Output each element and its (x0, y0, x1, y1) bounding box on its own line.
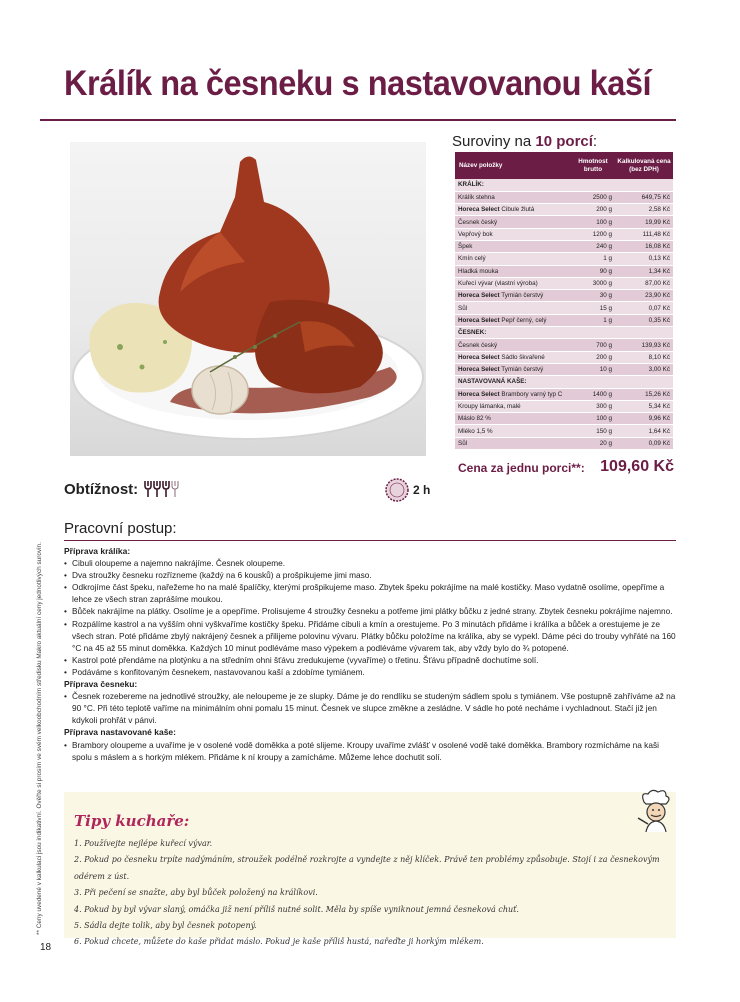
ingredient-qty: 10 g (571, 363, 615, 375)
ingredient-name-text: Tymián čerstvý (501, 366, 544, 374)
ingredient-qty: 3000 g (571, 277, 615, 289)
ingredient-qty: 20 g (571, 437, 615, 449)
procedure-section-title: Příprava králíka: (64, 546, 131, 556)
ingredient-brand: Horeca Select (458, 390, 500, 398)
ingredient-qty: 300 g (571, 400, 615, 412)
fork-icon (171, 480, 179, 498)
ingredients-table (455, 152, 673, 450)
ingredient-brand: Horeca Select (458, 366, 500, 374)
recipe-title: Králík na česneku s nastavovanou kaší (64, 64, 652, 103)
column-header-qty: Hmotnost brutto (571, 152, 615, 179)
ingredient-name-text: Sůl (458, 304, 468, 312)
ingredient-name (455, 351, 571, 363)
ingredient-row (455, 425, 673, 437)
fork-icon (153, 480, 161, 498)
cooking-time-value: 2 h (413, 483, 431, 497)
ingredient-section-title: KRÁLÍK: (455, 179, 673, 191)
ingredient-qty: 90 g (571, 265, 615, 277)
procedure-step: • Odkrojíme část špeku, nařežeme ho na malé špalíčky, kterými prošpikujeme maso. Zbytek špeku pokrájíme na malé kostičky. Maso vydatně osolíme, opepříme a lehce ze všech stran zaprášíme moukou. (64, 581, 678, 605)
title-divider (40, 119, 676, 121)
ingredient-row (455, 437, 673, 449)
ingredient-row (455, 351, 673, 363)
procedure-step: • Brambory oloupeme a uvaříme je v osolené vodě doměkka a poté slijeme. Kroupy uvaříme zvlášť v osolené vodě také doměkka. Brambory rozmícháme na kaši spolu s máslem a s horkým mlékem. Přidáme k ní kroupy a zamícháme. Můžeme lehce dochutit solí. (64, 739, 678, 763)
procedure-step: • Česnek rozebereme na jednotlivé stroužky, ale neloupeme je ze slupky. Dáme je do rendlíku se studeným sádlem spolu s tymiánem. Vše postupně zahříváme až na 90 °C. Při této teplotě vaříme na minimálním ohni pomalu 15 minut. Česnek ve slupce změkne a zesládne. V sádle ho poté necháme i vychladnout. Stačí již jen kdykoli prohřát v pánvi. (64, 690, 678, 726)
procedure-steps (64, 557, 678, 678)
procedure-step: • Cibuli oloupeme a najemno nakrájíme. Česnek oloupeme. (64, 557, 678, 569)
ingredient-qty: 700 g (571, 339, 615, 351)
clock-icon (385, 478, 409, 502)
cooking-time (385, 478, 430, 502)
ingredient-row (455, 413, 673, 425)
tip-item: 2. Pokud po česneku trpíte nadýmáním, stroužek podélně rozkrojte a vyndejte z něj klíček. Právě ten problémy způsobuje. Stojí i za česnekovým odérem z úst. (74, 855, 660, 881)
procedure-section-title: Příprava česneku: (64, 679, 138, 690)
ingredients-body (455, 179, 673, 450)
ingredient-section-title: NASTAVOVANÁ KAŠE: (455, 376, 673, 388)
ingredient-name (455, 425, 571, 437)
ingredient-name-text: Mléko 1,5 % (458, 427, 493, 435)
ingredient-name-text: Kmín celý (458, 255, 486, 263)
ingredient-price: 5,34 Kč (615, 400, 673, 412)
ingredient-name (455, 400, 571, 412)
ingredient-name-text: Tymián čerstvý (501, 292, 544, 300)
ingredients-header-row (455, 152, 673, 179)
ingredient-qty: 150 g (571, 425, 615, 437)
ingredient-name-text: Cibule žlutá (501, 206, 535, 214)
column-header-price: Kalkulovaná cena (bez DPH) (615, 152, 673, 179)
ingredient-brand: Horeca Select (458, 316, 500, 324)
ingredient-row (455, 302, 673, 314)
ingredient-name (455, 228, 571, 240)
ingredient-name-text: Králík stehna (458, 193, 495, 201)
ingredients-heading (452, 133, 597, 150)
ingredient-name-text: Vepřový bok (458, 230, 493, 238)
ingredient-name (455, 363, 571, 375)
ingredient-brand: Horeca Select (458, 353, 500, 361)
ingredient-name (455, 265, 571, 277)
ingredient-section-row (455, 327, 673, 339)
tip-item: 4. Pokud by byl vývar slaný, omáčka již není příliš nutné solit. Měla by spíše vyniknout jemná česneková chuť. (74, 904, 519, 914)
ingredient-price: 23,90 Kč (615, 290, 673, 302)
ingredient-qty: 2500 g (571, 191, 615, 203)
ingredient-name (455, 216, 571, 228)
ingredient-name (455, 314, 571, 326)
ingredient-price: 8,10 Kč (615, 351, 673, 363)
portion-price-value: 109,60 Kč (600, 458, 674, 475)
ingredient-qty: 1400 g (571, 388, 615, 400)
ingredient-row (455, 314, 673, 326)
ingredient-brand: Horeca Select (458, 206, 500, 214)
ingredient-price: 16,08 Kč (615, 240, 673, 252)
price-disclaimer: ** Ceny uvedené v kalkulaci jsou indikativní. Ověřte si prosím ve svém velkoobchodním středisku Makro aktuální ceny jednotlivých surovin. (36, 542, 43, 935)
ingredient-name (455, 339, 571, 351)
ingredient-name-text: Sádlo škvařené (501, 353, 545, 361)
column-header-name: Název položky (455, 152, 571, 179)
ingredient-name-text: Česnek český (458, 341, 498, 349)
ingredient-brand: Horeca Select (458, 292, 500, 300)
ingredient-name (455, 204, 571, 216)
tips-title: Tipy kuchaře: (74, 812, 190, 830)
fork-icon (144, 480, 152, 498)
ingredient-price: 1,34 Kč (615, 265, 673, 277)
ingredient-row (455, 240, 673, 252)
tips-list (74, 836, 676, 951)
chef-icon (634, 788, 676, 834)
difficulty-label: Obtížnost: (64, 480, 139, 498)
procedure-divider (64, 540, 676, 541)
ingredient-name (455, 413, 571, 425)
procedure-heading: Pracovní postup: (64, 520, 177, 537)
procedure-section-title: Příprava nastavované kaše: (64, 727, 176, 738)
ingredient-row (455, 216, 673, 228)
ingredient-name-text: Hladká mouka (458, 267, 499, 275)
ingredient-row (455, 400, 673, 412)
ingredient-qty: 100 g (571, 413, 615, 425)
ingredient-row (455, 339, 673, 351)
ingredient-price: 9,96 Kč (615, 413, 673, 425)
procedure-step: • Rozpálíme kastrol a na vyšším ohni vyškvaříme kostičky špeku. Přidáme cibuli a kmín a orestujeme. Po 3 minutách přidáme i králíka a bůček a orestujeme je ze všech stran. Poté přidáme zbylý nakrájený česnek a přilijeme polovinu vývaru. Plátky bůčku položíme na králíka, aby se vypekl. Dáme péci do trouby vyhřáté na 160 °C na 45 až 55 minut doměkka. Každých 10 minut podléváme maso výpekem a podléváme vývarem tak, aby vždy bylo do ¾ potopené. (64, 618, 678, 654)
ingredient-qty: 200 g (571, 204, 615, 216)
dish-photo (70, 142, 426, 456)
ingredient-price: 15,26 Kč (615, 388, 673, 400)
ingredient-name (455, 302, 571, 314)
ingredient-qty: 15 g (571, 302, 615, 314)
ingredient-name-text: Kuřecí vývar (vlastní výroba) (458, 280, 538, 288)
portion-price-label: Cena za jednu porci**: (458, 461, 585, 475)
ingredient-name (455, 191, 571, 203)
ingredient-price: 19,99 Kč (615, 216, 673, 228)
ingredient-qty: 30 g (571, 290, 615, 302)
ingredient-price: 1,64 Kč (615, 425, 673, 437)
ingredient-name-text: Brambory varný typ C (501, 390, 563, 398)
ingredient-section-row (455, 179, 673, 191)
procedure-step: • Bůček nakrájíme na plátky. Osolíme je a opepříme. Prolisujeme 4 stroužky česneku a potřeme jimi plátky bůčku z jedné strany. Zbytek česneku pokrájíme najemno. (64, 605, 678, 617)
ingredient-name (455, 253, 571, 265)
ingredient-price: 0,07 Kč (615, 302, 673, 314)
ingredient-qty: 100 g (571, 216, 615, 228)
ingredient-row (455, 191, 673, 203)
ingredient-name-text: Máslo 82 % (458, 415, 491, 423)
ingredient-name-text: Špek (458, 243, 473, 251)
ingredient-name-text: Pepř černý, celý (501, 316, 547, 324)
ingredient-price: 87,00 Kč (615, 277, 673, 289)
ingredient-price: 139,93 Kč (615, 339, 673, 351)
ingredient-row (455, 265, 673, 277)
ingredient-qty: 200 g (571, 351, 615, 363)
ingredient-price: 111,48 Kč (615, 228, 673, 240)
ingredient-qty: 1 g (571, 253, 615, 265)
ingredient-price: 0,35 Kč (615, 314, 673, 326)
ingredient-price: 3,00 Kč (615, 363, 673, 375)
ingredient-price: 0,09 Kč (615, 437, 673, 449)
ingredient-row (455, 204, 673, 216)
ingredient-name-text: Česnek český (458, 218, 498, 226)
tip-item: 5. Sádla dejte tolik, aby byl česnek potopený. (74, 921, 257, 931)
fork-icon (162, 480, 170, 498)
ingredient-row (455, 290, 673, 302)
tip-item: 3. Při pečení se snažte, aby byl bůček položený na králíkovi. (74, 888, 318, 898)
ingredient-row (455, 388, 673, 400)
ingredient-name (455, 437, 571, 449)
ingredient-section-title: ČESNEK: (455, 327, 673, 339)
ingredient-name (455, 388, 571, 400)
difficulty (64, 480, 179, 498)
ingredient-name (455, 277, 571, 289)
ingredient-name (455, 240, 571, 252)
ingredient-row (455, 228, 673, 240)
ingredient-row (455, 277, 673, 289)
tip-item: 6. Pokud chcete, můžete do kaše přidat máslo. Pokud je kaše příliš hustá, nařeďte ji horkým mlékem. (74, 937, 484, 947)
procedure-content (64, 545, 678, 763)
ingredient-section-row (455, 376, 673, 388)
procedure-steps (64, 739, 678, 763)
procedure-steps (64, 690, 678, 726)
page-number: 18 (40, 942, 52, 953)
tip-item: 1. Používejte nejlépe kuřecí vývar. (74, 839, 213, 848)
ingredient-name (455, 290, 571, 302)
ingredient-row (455, 363, 673, 375)
ingredient-qty: 1200 g (571, 228, 615, 240)
ingredient-price: 649,75 Kč (615, 191, 673, 203)
ingredient-qty: 1 g (571, 314, 615, 326)
difficulty-rating (144, 480, 179, 498)
ingredient-qty: 240 g (571, 240, 615, 252)
ingredient-price: 2,58 Kč (615, 204, 673, 216)
procedure-step: • Podáváme s konfitovaným česnekem, nastavovanou kaší a zdobíme tymiánem. (64, 666, 678, 678)
ingredient-row (455, 253, 673, 265)
ingredients-portions: 10 porcí (535, 133, 593, 150)
procedure-step: • Dva stroužky česneku rozřízneme (každý na 6 kousků) a prošpikujeme jimi maso. (64, 569, 678, 581)
procedure-step: • Kastrol poté přendáme na plotýnku a na středním ohni šťávu zredukujeme (vyvaříme) o třetinu. Šťávu případně dochutíme solí. (64, 654, 678, 666)
ingredients-heading-prefix: Suroviny na (452, 133, 532, 150)
ingredient-name-text: Kroupy lámanka, malé (458, 402, 521, 410)
ingredients-heading-suffix: : (592, 133, 598, 150)
chef-tips-box (64, 792, 676, 947)
ingredient-name-text: Sůl (458, 439, 468, 447)
ingredient-price: 0,13 Kč (615, 253, 673, 265)
